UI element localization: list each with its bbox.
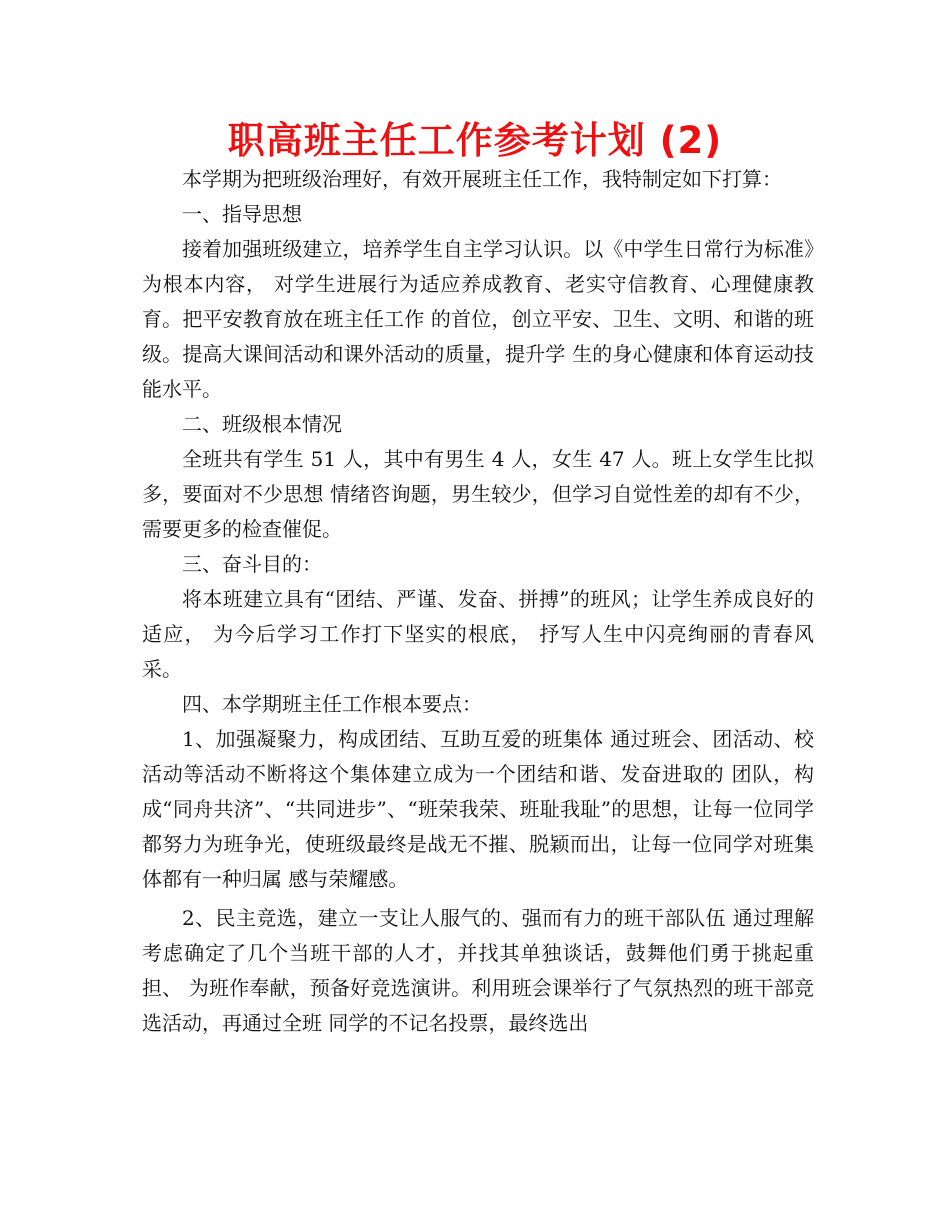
document-title: 职高班主任工作参考计划 (2)	[227, 119, 723, 162]
class-situation-paragraph: 全班共有学生 51 人，其中有男生 4 人，女生 47 人。班上女学生比拟多，要面对不少思想 情绪咨询题，男生较少，但学习自觉性差的却有不少，需要更多的检查催促。	[142, 447, 814, 541]
section-heading-goals: 三、奋斗目的：	[182, 552, 322, 576]
document-body	[142, 162, 814, 1041]
intro-paragraph: 本学期为把班级治理好，有效开展班主任工作，我特制定如下打算：	[182, 167, 782, 191]
guiding-thought-paragraph: 接着加强班级建立，培养学生自主学习认识。以《中学生日常行为标准》为根本内容， 对学生进展行为适应养成教育、老实守信教育、心理健康教育。把平安教育放在班主任工作 的首位，创立平安、卫生、文明、和谐的班级。提高大课间活动和课外活动的质量，提升学 生的身心健康和体育运动技能水平。	[142, 237, 814, 401]
key-point-2-paragraph: 2、民主竞选，建立一支让人服气的、强而有力的班干部队伍 通过理解考虑确定了几个当班干部的人才，并找其单独谈话，鼓舞他们勇于挑起重担、 为班作奉献，预备好竞选演讲。利用班会课举行了气氛热烈的班干部竞选活动，再通过全班 同学的不记名投票，最终选出	[142, 906, 814, 1035]
section-heading-guiding-thought: 一、指导思想	[182, 202, 302, 226]
key-point-1-paragraph: 1、加强凝聚力，构成团结、互助互爱的班集体 通过班会、团活动、校活动等活动不断将这个集体建立成为一个团结和谐、发奋进取的 团队，构成“同舟共济”、“共同进步”、“班荣我荣、班耻我耻”的思想，让每一位同学 都努力为班争光，使班级最终是战无不摧、脱颖而出，让每一位同学对班集体都有一种归属 感与荣耀感。	[142, 727, 814, 891]
goals-paragraph: 将本班建立具有“团结、严谨、发奋、拼搏”的班风；让学生养成良好的适应， 为今后学习工作打下坚实的根底， 抒写人生中闪亮绚丽的青春风采。	[142, 587, 814, 681]
section-heading-class-situation: 二、班级根本情况	[182, 412, 342, 436]
section-heading-key-points: 四、本学期班主任工作根本要点：	[182, 692, 482, 716]
